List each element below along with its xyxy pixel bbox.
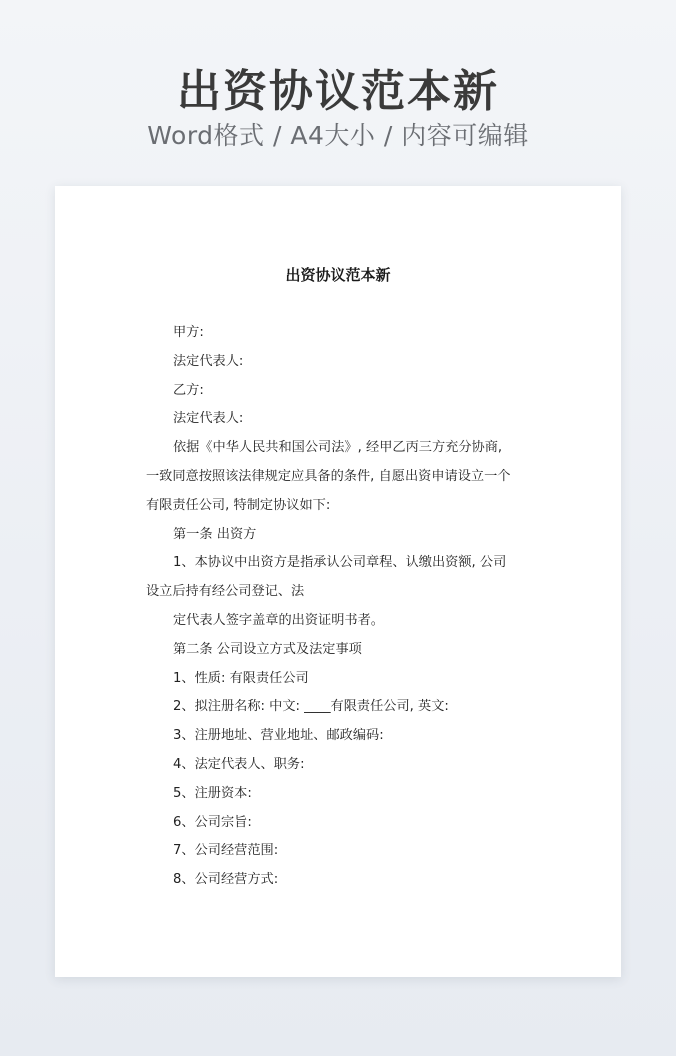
article-2-item-1: 1、性质: 有限责任公司 — [173, 670, 309, 686]
article-2-item-5: 5、注册资本: — [173, 785, 252, 801]
article-2-item-2: 2、拟注册名称: 中文: ____有限责任公司, 英文: — [173, 699, 449, 715]
preamble-line-3: 有限责任公司, 特制定协议如下: — [146, 497, 331, 513]
document-page — [55, 186, 621, 977]
article-2-item-6: 6、公司宗旨: — [173, 814, 252, 830]
article-2-item-3: 3、注册地址、营业地址、邮政编码: — [173, 728, 384, 744]
party-b-line: 乙方: — [173, 382, 204, 398]
article-2-heading: 第二条 公司设立方式及法定事项 — [173, 641, 362, 657]
article-1-clause-line-1: 1、本协议中出资方是指承认公司章程、认缴出资额, 公司 — [173, 555, 507, 571]
document-title: 出资协议范本新 — [285, 266, 391, 284]
article-1-clause-line-3: 定代表人签字盖章的出资证明书者。 — [173, 612, 384, 628]
article-1-clause-line-2: 设立后持有经公司登记、法 — [146, 584, 305, 600]
preamble-line-2: 一致同意按照该法律规定应具备的条件, 自愿出资申请设立一个 — [146, 468, 511, 484]
article-2-item-4: 4、法定代表人、职务: — [173, 756, 305, 772]
party-a-representative-line: 法定代表人: — [173, 353, 244, 369]
article-2-item-8: 8、公司经营方式: — [173, 872, 279, 888]
document-body — [146, 319, 541, 895]
banner-title: 出资协议范本新 — [177, 66, 499, 117]
article-1-heading: 第一条 出资方 — [173, 526, 257, 542]
banner-subtitle: Word格式 / A4大小 / 内容可编辑 — [147, 121, 529, 150]
party-a-line: 甲方: — [173, 325, 204, 340]
party-b-representative-line: 法定代表人: — [173, 411, 244, 427]
article-2-item-7: 7、公司经营范围: — [173, 843, 279, 859]
preamble-line-1: 依据《中华人民共和国公司法》, 经甲乙丙三方充分协商, — [173, 440, 503, 456]
